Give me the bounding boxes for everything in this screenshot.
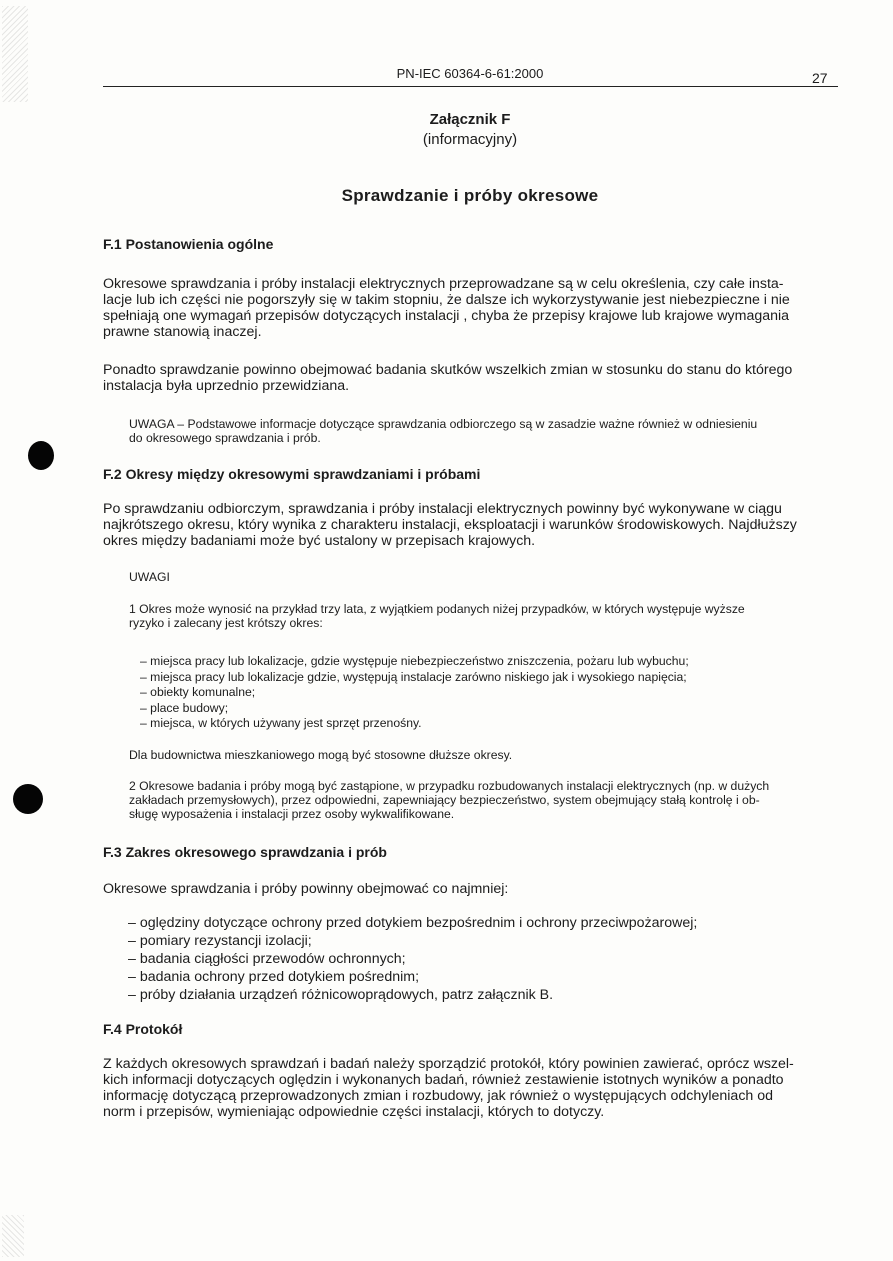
text-line: Ponadto sprawdzanie powinno obejmować badania skutków wszelkich zmian w stosunku do stanu do którego (103, 362, 793, 378)
section-heading-f1: F.1 Postanowienia ogólne (103, 236, 274, 252)
scan-speckle-bottom-left (2, 1215, 24, 1257)
text-line: 1 Okres może wynosić na przykład trzy lata, z wyjątkiem podanych niżej przypadków, w których występuje wyższe (129, 602, 745, 616)
text-line: informację dotyczącą przeprowadzonych zmian i rozbudowy, jak również o występujących odchyleniach od (103, 1088, 774, 1104)
paragraph-f2-1 (103, 501, 835, 549)
list-item: – obiekty komunalne; (140, 685, 256, 699)
standard-code: PN-IEC 60364-6-61:2000 (396, 66, 544, 81)
note-f1 (129, 417, 835, 445)
text-line: Z każdych okresowych sprawdzań i badań należy sporządzić protokół, który powinien zawierać, oprócz wszel- (103, 1056, 794, 1072)
text-line: sługę wyposażenia i instalacji przez osoby wykwalifikowane. (129, 807, 455, 821)
page-number: 27 (812, 70, 828, 86)
list-item: – pomiary rezystancji izolacji; (128, 933, 312, 949)
text-line: Po sprawdzaniu odbiorczym, sprawdzania i próby instalacji elektrycznych powinny być wykonywane w ciągu (103, 501, 782, 517)
paragraph-f1-1 (103, 276, 835, 340)
text-line: prawne stanowią inaczej. (103, 324, 262, 340)
text-line: UWAGA – Podstawowe informacje dotyczące sprawdzania odbiorczego są w zasadzie ważne również w odniesieniu (129, 417, 758, 431)
note-f2-1-list (140, 654, 689, 732)
main-title: Sprawdzanie i próby okresowe (341, 186, 599, 205)
section-heading-f3: F.3 Zakres okresowego sprawdzania i prób (103, 844, 387, 860)
text-line: najkrótszego okresu, który wynika z charakteru instalacji, eksploatacji i warunków środowiskowych. Najdłuższy (103, 517, 797, 533)
punch-hole-lower (13, 784, 43, 814)
text-line: do okresowego sprawdzania i prób. (129, 431, 321, 445)
text-line: zakładach przemysłowych), przez odpowiedni, zapewniający bezpieczeństwo, system obejmujący stałą kontrolę i ob- (129, 793, 760, 807)
section-heading-f2: F.2 Okresy między okresowymi sprawdzaniami i próbami (103, 466, 481, 482)
punch-hole-upper (28, 441, 54, 470)
list-item: – miejsca pracy lub lokalizacje, gdzie występuje niebezpieczeństwo zniszczenia, pożaru lub wybuchu; (140, 654, 689, 668)
paragraph-f3-intro: Okresowe sprawdzania i próby powinny obejmować co najmniej: (103, 881, 509, 897)
text-line: 2 Okresowe badania i próby mogą być zastąpione, w przypadku rozbudowanych instalacji elektrycznych (np. w dużych (129, 779, 770, 793)
text-line: lacje lub ich części nie pogorszyły się w takim stopniu, że dalsze ich wykorzystywanie jest niebezpieczne i nie (103, 292, 790, 308)
list-item: – próby działania urządzeń różnicowoprądowych, patrz załącznik B. (128, 987, 554, 1003)
scan-speckle-top-left (2, 6, 28, 102)
text-line: instalacja była uprzednio przewidziana. (103, 378, 350, 394)
list-item: – badania ochrony przed dotykiem pośrednim; (128, 969, 420, 985)
paragraph-f4-1 (103, 1056, 835, 1120)
f3-list (128, 914, 697, 1004)
annex-subtitle: (informacyjny) (422, 131, 518, 148)
list-item: – place budowy; (140, 700, 229, 715)
text-line: Okresowe sprawdzania i próby instalacji elektrycznych przeprowadzane są w celu określenia, czy całe insta- (103, 276, 784, 292)
text-line: norm i przepisów, wymieniając odpowiednie części instalacji, których to dotyczy. (103, 1104, 605, 1120)
note-f2-1-after: Dla budownictwa mieszkaniowego mogą być stosowne dłuższe okresy. (129, 748, 513, 762)
note-f2-2 (129, 779, 835, 821)
paragraph-f1-2 (103, 362, 835, 394)
list-item: – miejsca pracy lub lokalizacje gdzie, występują instalacje zarówno niskiego jak i wysokiego napięcia; (140, 669, 687, 684)
text-line: kich informacji dotyczących oględzin i wykonanych badań, również zestawienie istotnych wyników a ponadto (103, 1072, 784, 1088)
list-item: – badania ciągłości przewodów ochronnych; (128, 951, 406, 967)
list-item: – oględziny dotyczące ochrony przed dotykiem bezpośrednim i ochrony przeciwpożarowej; (128, 915, 698, 931)
list-item: – miejsca, w których używany jest sprzęt przenośny. (140, 716, 422, 730)
text-line: ryzyko i zalecany jest krótszy okres: (129, 616, 323, 630)
section-heading-f4: F.4 Protokół (103, 1021, 183, 1037)
header-rule (103, 86, 838, 87)
text-line: spełniają one wymagań przepisów dotyczących instalacji , chyba że przepisy krajowe lub krajowe wymagania (103, 308, 790, 324)
text-line: okres między badaniami może być ustalony w przepisach krajowych. (103, 533, 536, 549)
annex-title: Załącznik F (429, 111, 511, 128)
note-f2-1 (129, 602, 835, 630)
notes-label: UWAGI (129, 570, 170, 584)
